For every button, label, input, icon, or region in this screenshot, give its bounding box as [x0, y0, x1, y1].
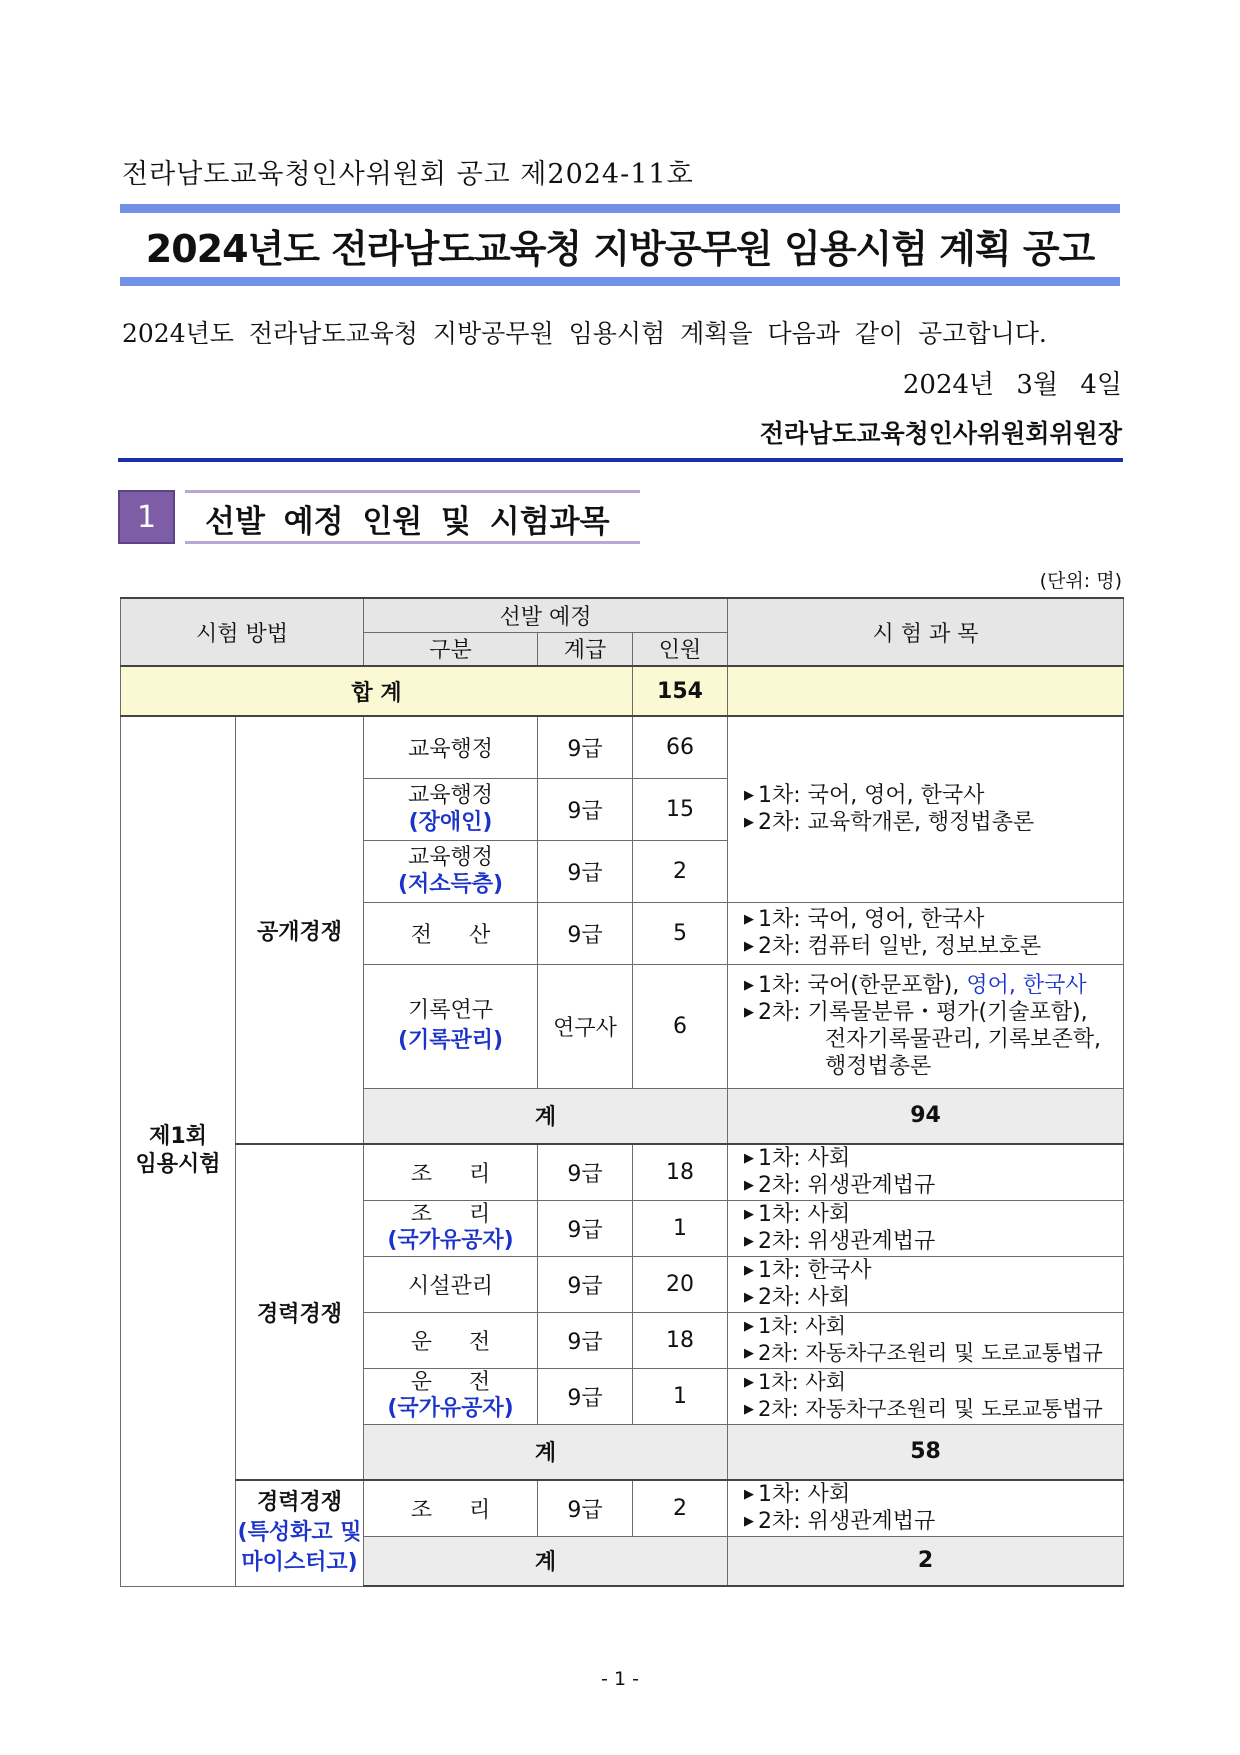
grade-cell: 9급 [538, 716, 633, 778]
header-category: 구분 [364, 632, 538, 666]
count-cell: 20 [633, 1256, 728, 1312]
category-cell [364, 716, 538, 778]
triangle-bullet-icon: ▶ [744, 1487, 755, 1503]
grand-total-blank [728, 666, 1124, 716]
notice-date: 2024년 3월 4일 [902, 370, 1122, 400]
grade-cell: 9급 [538, 1256, 633, 1312]
header-count: 인원 [633, 632, 728, 666]
grade-cell: 9급 [538, 840, 633, 902]
triangle-bullet-icon: ▶ [744, 1178, 755, 1194]
count-cell: 18 [633, 1144, 728, 1200]
subtotal-value: 2 [728, 1536, 1124, 1586]
grade-cell: 9급 [538, 902, 633, 964]
unit-label: (단위: 명) [1039, 570, 1122, 592]
triangle-bullet-icon: ▶ [744, 1151, 755, 1167]
count-cell: 2 [633, 1480, 728, 1536]
category-label: 교육행정 [408, 845, 494, 870]
category-note: (국가유공자) [387, 1228, 514, 1253]
subtotal-label: 계 [364, 1536, 728, 1586]
count-cell: 1 [633, 1200, 728, 1256]
group-career: 경력경쟁 [236, 1144, 364, 1480]
subjects-cell: ▶ 1차: 사회 ▶ 2차: 위생관계법규 [728, 1144, 1124, 1200]
category-cell: 조 리 [364, 1144, 538, 1200]
triangle-bullet-icon: ▶ [744, 1207, 755, 1222]
category-note: (장애인) [408, 810, 493, 835]
triangle-bullet-icon: ▶ [744, 1514, 755, 1530]
title-bar-top [120, 204, 1120, 213]
subjects-computer: ▶ 1차: 국어, 영어, 한국사 ▶ 2차: 컴퓨터 일반, 정보보호론 [728, 902, 1124, 964]
category-cell: 전 산 [364, 902, 538, 964]
triangle-bullet-icon: ▶ [744, 978, 755, 993]
group-open: 공개경쟁 [236, 716, 364, 1144]
exam-plan-table [120, 597, 1124, 1587]
category-cell: 운 전 [364, 1312, 538, 1368]
triangle-bullet-icon: ▶ [744, 1375, 755, 1390]
subtotal-label: 계 [364, 1088, 728, 1144]
triangle-bullet-icon: ▶ [744, 1319, 755, 1334]
subjects-cell: ▶ 1차: 사회 ▶ 2차: 위생관계법규 [728, 1200, 1124, 1256]
count-cell: 18 [633, 1312, 728, 1368]
subtotal-value: 58 [728, 1424, 1124, 1480]
intro-text: 2024년도 전라남도교육청 지방공무원 임용시험 계획을 다음과 같이 공고합니다. [122, 319, 1047, 348]
category-cell: 조 리 [364, 1480, 538, 1536]
triangle-bullet-icon: ▶ [744, 1290, 755, 1305]
document-title: 2024년도 전라남도교육청 지방공무원 임용시험 계획 공고 [145, 227, 1095, 271]
notice-number: 전라남도교육청인사위원회 공고 제2024-11호 [122, 159, 694, 190]
grand-total-value: 154 [633, 666, 728, 716]
section-line-top [185, 490, 640, 493]
category-note: (기록관리) [397, 1028, 504, 1053]
header-selection: 선발 예정 [364, 598, 728, 632]
triangle-bullet-icon: ▶ [744, 1402, 755, 1417]
header-method: 시험 방법 [121, 598, 364, 666]
grade-cell: 9급 [538, 1368, 633, 1424]
subjects-cell: ▶ 1차: 사회 ▶ 2차: 자동차구조원리 및 도로교통법규 [728, 1368, 1124, 1424]
group-name: 경력경쟁 [257, 1490, 343, 1516]
group-special [236, 1480, 364, 1586]
section-number: 1 [118, 490, 175, 544]
subjects-cell: ▶ 1차: 사회 ▶ 2차: 위생관계법규 [728, 1480, 1124, 1536]
category-cell [364, 1200, 538, 1256]
group-note: (특성화고 및 [237, 1520, 362, 1546]
category-cell [364, 1368, 538, 1424]
category-cell: 시설관리 [364, 1256, 538, 1312]
category-cell [364, 840, 538, 902]
grade-cell: 9급 [538, 1312, 633, 1368]
subjects-cell: ▶ 1차: 한국사 ▶ 2차: 사회 [728, 1256, 1124, 1312]
grand-total-label: 합 계 [121, 666, 633, 716]
section-line-bottom [185, 541, 640, 544]
count-cell: 6 [633, 964, 728, 1088]
header-grade: 계급 [538, 632, 633, 666]
count-cell: 1 [633, 1368, 728, 1424]
title-bar-bottom [120, 277, 1120, 286]
category-note: (국가유공자) [387, 1396, 514, 1421]
subtotal-value: 94 [728, 1088, 1124, 1144]
category-label: 교육행정 [408, 783, 494, 808]
count-cell: 66 [633, 716, 728, 778]
category-cell [364, 778, 538, 840]
category-label: 조 리 [410, 1202, 491, 1227]
triangle-bullet-icon: ▶ [744, 1234, 755, 1249]
grade-cell: 연구사 [538, 964, 633, 1088]
triangle-bullet-icon: ▶ [744, 1005, 755, 1020]
subjects-cell: ▶ 1차: 사회 ▶ 2차: 자동차구조원리 및 도로교통법규 [728, 1312, 1124, 1368]
triangle-bullet-icon: ▶ [744, 788, 755, 804]
header-subjects: 시 험 과 목 [728, 598, 1124, 666]
triangle-bullet-icon: ▶ [744, 912, 755, 927]
issuer: 전라남도교육청인사위원회위원장 [759, 419, 1122, 448]
triangle-bullet-icon: ▶ [744, 1346, 755, 1361]
count-cell: 15 [633, 778, 728, 840]
subtotal-label: 계 [364, 1424, 728, 1480]
exam-round: 제1회 임용시험 [121, 716, 236, 1586]
triangle-bullet-icon: ▶ [744, 1263, 755, 1278]
divider [118, 458, 1123, 462]
category-label: 운 전 [410, 1370, 491, 1395]
grade-cell: 9급 [538, 778, 633, 840]
category-cell [364, 964, 538, 1088]
grade-cell: 9급 [538, 1144, 633, 1200]
triangle-bullet-icon: ▶ [744, 815, 755, 831]
page-number: - 1 - [601, 1668, 639, 1690]
count-cell: 5 [633, 902, 728, 964]
subjects-admin: ▶ 1차: 국어, 영어, 한국사 ▶ 2차: 교육학개론, 행정법총론 [728, 716, 1124, 902]
category-label: 교육행정 [408, 736, 494, 762]
triangle-bullet-icon: ▶ [744, 939, 755, 954]
category-note: (저소득층) [397, 872, 504, 897]
category-label: 기록연구 [408, 998, 494, 1023]
count-cell: 2 [633, 840, 728, 902]
group-note: 마이스터고) [241, 1550, 358, 1576]
subjects-records: ▶ 1차: 국어(한문포함), 영어, 한국사 ▶ 2차: 기록물분류・평가(기술포함), 전자기록물관리, 기록보존학, 행정법총론 [728, 964, 1124, 1088]
grade-cell: 9급 [538, 1480, 633, 1536]
section-title: 선발 예정 인원 및 시험과목 [205, 504, 610, 540]
grade-cell: 9급 [538, 1200, 633, 1256]
